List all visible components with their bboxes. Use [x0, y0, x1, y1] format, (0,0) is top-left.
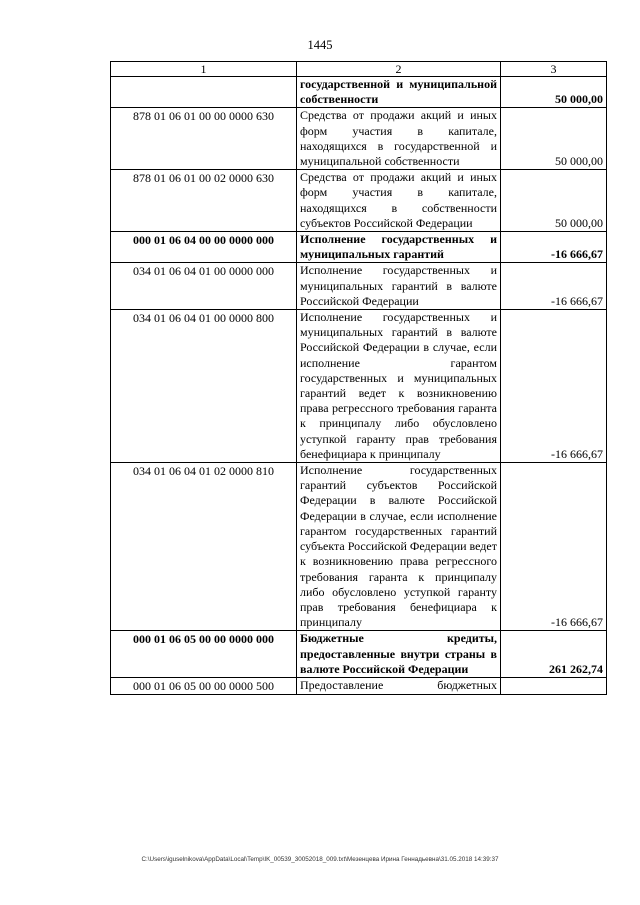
amount-cell: -16 666,67: [501, 232, 607, 263]
budget-code-cell: 878 01 06 01 00 02 0000 630: [111, 170, 297, 232]
amount-cell: [501, 677, 607, 694]
table-row: [111, 631, 607, 678]
budget-code-cell: 878 01 06 01 00 00 0000 630: [111, 108, 297, 170]
budget-code-cell: 000 01 06 05 00 00 0000 500: [111, 677, 297, 694]
budget-code-cell: 034 01 06 04 01 02 0000 810: [111, 463, 297, 631]
table-row: [111, 77, 607, 108]
source-name-text: Исполнение государственных гарантий субъектов Российской Федерации в валюте Российской Федерации в случае, если исполнение гарантом государственных гарантий субъекта Российской Федерации ведет к возникновению права регрессного требования гаранта к принципалу либо обусловлено уступкой гаранту прав требования бенефициара к принципалу: [300, 463, 497, 630]
source-name-cell: [297, 108, 501, 170]
budget-code-cell: [111, 77, 297, 108]
table-row: [111, 108, 607, 170]
budget-code-cell: 034 01 06 04 01 00 0000 800: [111, 310, 297, 463]
source-name-text: Бюджетные кредиты, предоставленные внутри страны в валюте Российской Федерации: [300, 631, 497, 676]
source-name-text: Средства от продажи акций и иных форм участия в капитале, находящихся в собственности субъектов Российской Федерации: [300, 170, 497, 230]
source-name-text: Средства от продажи акций и иных форм участия в капитале, находящихся в государственной и муниципальной собственности: [300, 108, 497, 169]
budget-sources-table: [110, 61, 607, 695]
source-name-cell: [297, 170, 501, 232]
budget-code-cell: 000 01 06 04 00 00 0000 000: [111, 232, 297, 263]
source-name-cell: [297, 232, 501, 263]
page-number: 1445: [307, 38, 333, 52]
column-header-name: 2: [297, 62, 501, 77]
source-name-text: Исполнение государственных и муниципальных гарантий в валюте Российской Федерации: [300, 263, 497, 308]
table-row: [111, 310, 607, 463]
amount-cell: -16 666,67: [501, 263, 607, 310]
source-name-text: Предоставление бюджетных: [300, 677, 497, 692]
amount-cell: 261 262,74: [501, 631, 607, 678]
table-row: [111, 463, 607, 631]
source-name-cell: [297, 631, 501, 678]
table-row: [111, 232, 607, 263]
amount-cell: 50 000,00: [501, 77, 607, 108]
amount-cell: 50 000,00: [501, 170, 607, 232]
source-name-text: Исполнение государственных и муниципальных гарантий: [300, 232, 497, 262]
budget-code-cell: 034 01 06 04 01 00 0000 000: [111, 263, 297, 310]
amount-cell: -16 666,67: [501, 463, 607, 631]
amount-cell: 50 000,00: [501, 108, 607, 170]
table-row: [111, 677, 607, 694]
source-name-cell: [297, 310, 501, 463]
amount-cell: -16 666,67: [501, 310, 607, 463]
table-header-row: [111, 62, 607, 77]
source-name-cell: [297, 463, 501, 631]
table-row: [111, 263, 607, 310]
source-name-cell: [297, 263, 501, 310]
source-name-cell: [297, 677, 501, 694]
table-row: [111, 170, 607, 232]
source-name-text: Исполнение государственных и муниципальных гарантий в валюте Российской Федерации в случае, если исполнение гарантом государственных и муниципальных гарантий ведет к возникновению права регрессного требования гаранта к принципалу либо обусловлено уступкой гаранту прав требования бенефициара к принципалу: [300, 310, 497, 461]
budget-code-cell: 000 01 06 05 00 00 0000 000: [111, 631, 297, 678]
source-name-text: государственной и муниципальной собственности: [300, 77, 497, 107]
column-header-amount: 3: [501, 62, 607, 77]
column-header-code: 1: [111, 62, 297, 77]
file-path-footer: C:\Users\iguselnikova\AppData\Local\Temp\IK_00539_30052018_009.txt\Мезенцева Ирина Геннадьевна\31.05.2018 14:39:37: [141, 856, 499, 863]
source-name-cell: [297, 77, 501, 108]
